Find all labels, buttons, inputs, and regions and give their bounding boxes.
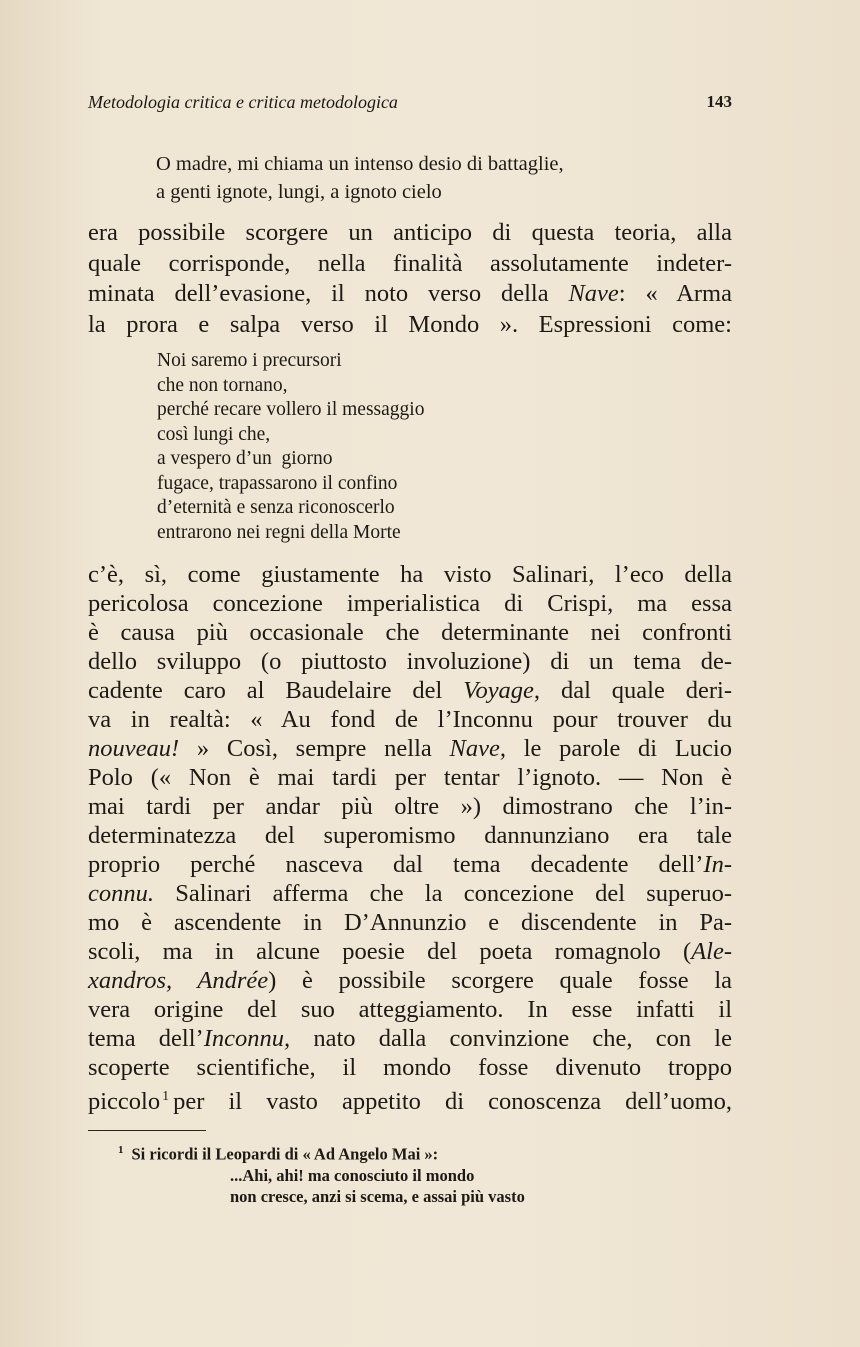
paragraph-line: mai tardi per andar più oltre ») dimostrano che l’in- [88,793,732,820]
paragraph-line: pericolosa concezione imperialistica di Crispi, ma essa [88,590,732,617]
paragraph-line: connu. Salinari afferma che la concezione del superuo- [88,880,732,907]
poem-quotation [157,349,801,545]
page-number: 143 [706,92,732,111]
paragraph-line: vera origine del suo atteggiamento. In esse infatti il [88,996,732,1023]
paragraph-line: piccolo $^1$ per il vasto appetito di conoscenza dell’uomo, [88,1088,732,1116]
poem-line: così lungi che, [157,423,271,445]
paragraph-line: scoperte scientifiche, il mondo fosse divenuto troppo [88,1054,732,1081]
paragraph-line: proprio perché nasceva dal tema decadente dell’In- [88,851,732,878]
epigraph-line: a genti ignote, lungi, a ignoto cielo [156,181,442,203]
paragraph-line: Polo (« Non è mai tardi per tentar l’ignoto. — Non è [88,764,732,791]
footnote-reference: 1 [162,1089,170,1104]
paragraph-line: minata dell’evasione, il noto verso della Nave: « Arma [88,280,732,307]
paragraph-line: xandros, Andrée) è possibile scorgere quale fosse la [88,967,732,994]
poem-line: che non tornano, [157,374,288,396]
running-title: Metodologia critica e critica metodologica [88,92,398,112]
footnote-divider [88,1130,206,1131]
poem-line: entrarono nei regni della Morte [157,521,401,543]
poem-line: d’eternità e senza riconoscerlo [157,497,395,518]
paragraph-1 [88,218,732,340]
paragraph-line: è causa più occasionale che determinante nei confronti [88,619,732,646]
footnote-verse: ...Ahi, ahi! ma conosciuto il mondo [230,1165,475,1185]
poem-line: perché recare vollero il messaggio [157,399,425,420]
paragraph-line: determinatezza del superomismo dannunziano era tale [88,822,732,849]
poem-line: fugace, trapassarono il confino [157,472,398,494]
paragraph-line: quale corrisponde, nella finalità assolutamente indeter- [88,249,732,277]
paragraph-line: mo è ascendente in D’Annunzio e discendente in Pa- [88,909,732,936]
epigraph-line: O madre, mi chiama un intenso desio di battaglie, [156,153,564,175]
paragraph-2 [88,560,732,1116]
paragraph-line: c’è, sì, come giustamente ha visto Salinari, l’eco della [88,561,732,588]
paragraph-line: dello sviluppo (o piuttosto involuzione) di un tema de- [88,648,732,675]
paragraph-line: tema dell’Inconnu, nato dalla convinzione che, con le [88,1025,732,1052]
paragraph-line: nouveau! » Così, sempre nella Nave, le parole di Lucio [88,735,732,762]
poem-line: Noi saremo i precursori [157,350,342,371]
footnote-verse: non cresce, anzi si scema, e assai più vasto [230,1186,525,1206]
italic-title: Nave [568,280,619,307]
paragraph-line: la prora e salpa verso il Mondo ». Espressioni come: [88,310,732,338]
footnote-marker: 1 [118,1144,124,1156]
paragraph-line: scoli, ma in alcune poesie del poeta romagnolo (Ale- [88,938,732,965]
paragraph-line: va in realtà: « Au fond de l’Inconnu pour trouver du [88,706,732,733]
page-header [88,92,732,120]
paragraph-line: era possibile scorgere un anticipo di questa teoria, alla [88,219,732,246]
footnote [118,1140,525,1207]
epigraph [156,150,800,206]
footnote-intro: $^1$ Si ricordi il Leopardi di « Ad Angelo Mai »: [118,1144,439,1164]
poem-line: a vespero d’un giorno [157,448,333,469]
paragraph-line: cadente caro al Baudelaire del Voyage, dal quale deri- [88,677,732,704]
